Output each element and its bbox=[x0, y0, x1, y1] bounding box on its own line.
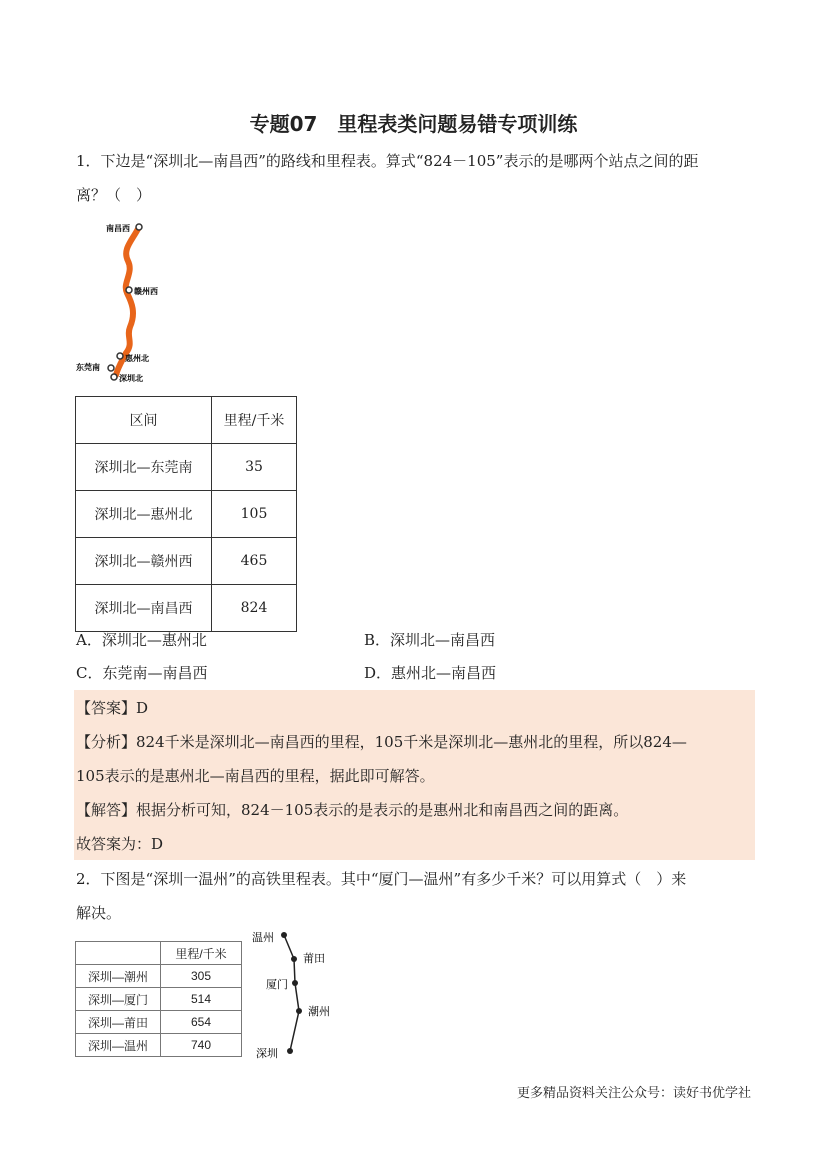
q2-text-line2: 解决。 bbox=[76, 904, 122, 922]
solution-line: 【解答】根据分析可知，824－105表示的是表示的是惠州北和南昌西之间的距离。 bbox=[76, 801, 629, 819]
station-shenzhenbei-label: 深圳北 bbox=[119, 374, 143, 383]
table-cell: 740 bbox=[161, 1034, 242, 1057]
station-chaozhou-dot bbox=[296, 1008, 302, 1014]
station-xiamen-dot bbox=[292, 980, 298, 986]
table-cell: 824 bbox=[212, 585, 297, 632]
q1-mileage-table bbox=[75, 396, 297, 632]
analysis-line2: 105表示的是惠州北—南昌西的里程，据此即可解答。 bbox=[76, 767, 435, 785]
table-cell: 深圳—潮州 bbox=[76, 965, 161, 988]
q2-mileage-table bbox=[75, 941, 242, 1057]
answer-line: 【答案】D bbox=[76, 699, 149, 717]
table-row bbox=[76, 965, 242, 988]
station-huizhoubei-label: 惠州北 bbox=[125, 354, 149, 363]
table-cell: 深圳北—南昌西 bbox=[76, 585, 212, 632]
table-header-cell bbox=[76, 942, 161, 965]
q1-text-line1: 1．下边是“深圳北—南昌西”的路线和里程表。算式“824－105”表示的是哪两个站点之间的距 bbox=[76, 152, 699, 170]
table-cell: 514 bbox=[161, 988, 242, 1011]
table-cell: 105 bbox=[212, 491, 297, 538]
footer-promo: 更多精品资料关注公众号：读好书优学社 bbox=[516, 1086, 751, 1101]
option-d[interactable]: D．惠州北—南昌西 bbox=[364, 664, 497, 682]
station-shenzhenbei-dot bbox=[111, 374, 117, 380]
station-nanchangxi-label: 南昌西 bbox=[106, 224, 130, 233]
table-row bbox=[76, 444, 297, 491]
table-header-cell: 区间 bbox=[76, 397, 212, 444]
station-wenzhou-label: 温州 bbox=[252, 932, 274, 944]
station-wenzhou-dot bbox=[281, 932, 287, 938]
q1-route-map bbox=[70, 215, 170, 385]
table-row bbox=[76, 491, 297, 538]
station-xiamen-label: 厦门 bbox=[266, 979, 288, 991]
table-cell: 深圳—温州 bbox=[76, 1034, 161, 1057]
station-putian-label: 莆田 bbox=[303, 953, 325, 965]
table-cell: 654 bbox=[161, 1011, 242, 1034]
table-header-cell: 里程/千米 bbox=[161, 942, 242, 965]
q2-route-line bbox=[284, 935, 299, 1051]
option-a[interactable]: A．深圳北—惠州北 bbox=[76, 631, 207, 649]
station-ganzhouxi-dot bbox=[126, 287, 132, 293]
table-cell: 465 bbox=[212, 538, 297, 585]
option-c[interactable]: C．东莞南—南昌西 bbox=[76, 664, 208, 682]
station-chaozhou-label: 潮州 bbox=[308, 1006, 330, 1018]
table-row bbox=[76, 1011, 242, 1034]
analysis-line1: 【分析】824千米是深圳北—南昌西的里程，105千米是深圳北—惠州北的里程，所以824— bbox=[76, 733, 687, 751]
station-nanchangxi-dot bbox=[136, 224, 142, 230]
q1-text-line2: 离？（ ） bbox=[76, 186, 152, 204]
table-row bbox=[76, 988, 242, 1011]
q2-route-map bbox=[248, 925, 348, 1065]
table-cell: 深圳—厦门 bbox=[76, 988, 161, 1011]
station-dongguannan-dot bbox=[108, 365, 114, 371]
table-header-row bbox=[76, 942, 242, 965]
option-b[interactable]: B．深圳北—南昌西 bbox=[364, 631, 496, 649]
table-header-row bbox=[76, 397, 297, 444]
table-header-cell: 里程/千米 bbox=[212, 397, 297, 444]
table-cell: 深圳北—惠州北 bbox=[76, 491, 212, 538]
station-ganzhouxi-label: 赣州西 bbox=[134, 287, 158, 296]
station-shenzhen-dot bbox=[287, 1048, 293, 1054]
page-title: 专题07 里程表类问题易错专项训练 bbox=[249, 112, 578, 136]
table-row bbox=[76, 1034, 242, 1057]
station-dongguannan-label: 东莞南 bbox=[76, 363, 100, 372]
station-huizhoubei-dot bbox=[117, 353, 123, 359]
table-cell: 深圳北—赣州西 bbox=[76, 538, 212, 585]
q2-text-line1: 2．下图是“深圳一温州”的高铁里程表。其中“厦门—温州”有多少千米？可以用算式（ ）来 bbox=[76, 870, 687, 888]
station-putian-dot bbox=[291, 956, 297, 962]
station-shenzhen-label: 深圳 bbox=[256, 1048, 278, 1060]
table-cell: 35 bbox=[212, 444, 297, 491]
conclusion-line: 故答案为：D bbox=[76, 835, 164, 853]
table-cell: 深圳—莆田 bbox=[76, 1011, 161, 1034]
table-cell: 深圳北—东莞南 bbox=[76, 444, 212, 491]
table-row bbox=[76, 538, 297, 585]
table-cell: 305 bbox=[161, 965, 242, 988]
